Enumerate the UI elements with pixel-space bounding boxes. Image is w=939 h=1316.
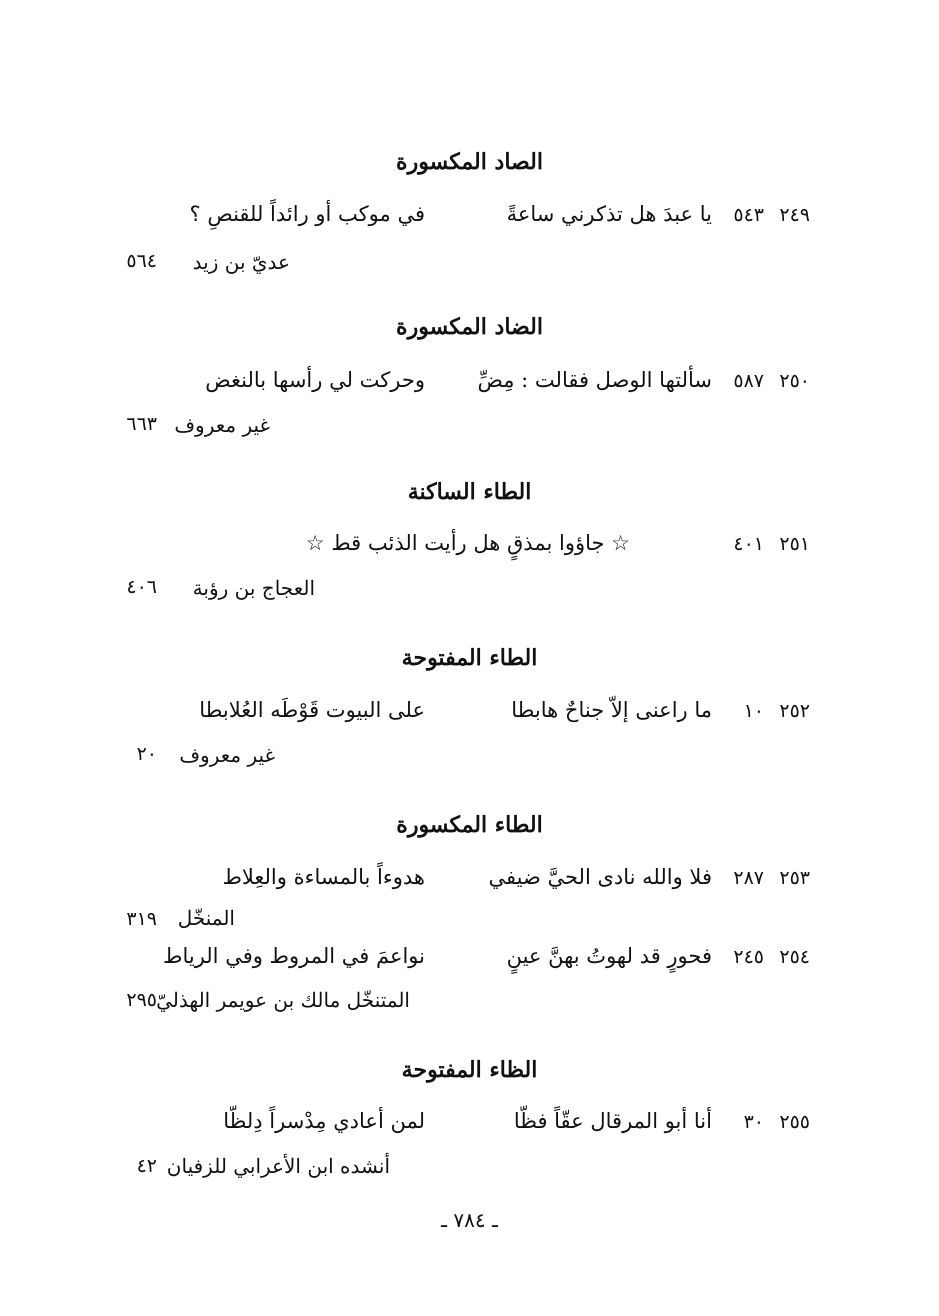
hemistich-second: وحركت لي رأسها بالنغض xyxy=(205,368,425,392)
hemistich-second: في موكب أو رائداً للقنصِ ؟ xyxy=(189,202,425,226)
poet-attribution: المتنخّل مالك بن عويمر الهذليّ xyxy=(156,988,410,1012)
poet-attribution: العجاج بن رؤبة xyxy=(192,576,315,600)
poet-attribution: عديّ بن زيد xyxy=(192,250,290,274)
section-heading: الصاد المكسورة xyxy=(396,149,543,175)
attribution-ref: ٢٠ xyxy=(136,743,157,765)
verse-number: ٢٥١ xyxy=(779,533,810,555)
hemistich-second: على البيوت قَوْطَه العُلابطا xyxy=(199,698,425,722)
attribution-ref: ٢٩٥ xyxy=(126,989,157,1011)
verse-number: ٢٥٢ xyxy=(779,700,810,722)
hemistich-first: أنا أبو المرقال عقّاً فظّا xyxy=(513,1109,712,1133)
verse-number: ٢٥٣ xyxy=(779,867,810,889)
attribution-ref: ٤٢ xyxy=(136,1155,157,1177)
verse-ref: ٥٨٧ xyxy=(733,370,764,392)
poet-attribution: أنشده ابن الأعرابي للزفيان xyxy=(166,1154,390,1178)
section-heading: الطاء الساكنة xyxy=(407,479,532,505)
poet-attribution: المنخّل xyxy=(177,906,235,930)
section-heading: الضاد المكسورة xyxy=(396,314,543,340)
attribution-ref: ٥٦٤ xyxy=(126,250,157,272)
verse-number: ٢٥٥ xyxy=(779,1111,810,1133)
verse-ref: ٢٤٥ xyxy=(733,946,764,968)
attribution-ref: ٣١٩ xyxy=(126,908,157,930)
hemistich-second: نواعمَ في المروط وفي الرياط xyxy=(163,944,425,968)
hemistich-first: سألتها الوصل فقالت : مِضِّ xyxy=(477,368,712,392)
section-heading: الظاء المفتوحة xyxy=(401,1057,538,1083)
verse-number: ٢٥٠ xyxy=(779,370,810,392)
hemistich-first: فحورٍ قد لهوتُ بهنَّ عينٍ xyxy=(506,944,712,968)
poet-attribution: غير معروف xyxy=(179,743,275,767)
verse-ref: ١٠ xyxy=(743,700,764,722)
verse-ref: ٥٤٣ xyxy=(733,204,764,226)
section-heading: الطاء المفتوحة xyxy=(401,645,538,671)
hemistich-first: ما راعنى إلاّ جناحٌ هابطا xyxy=(511,698,712,722)
verse-number: ٢٤٩ xyxy=(779,204,810,226)
hemistich-first: يا عبدَ هل تذكرني ساعةً xyxy=(506,202,712,226)
hemistich-second: هدوءاً بالمساءة والعِلاط xyxy=(222,865,425,889)
page-number: ـ ٧٨٤ ـ xyxy=(441,1208,498,1232)
verse-number: ٢٥٤ xyxy=(779,946,810,968)
verse-ref: ٤٠١ xyxy=(733,533,764,555)
attribution-ref: ٤٠٦ xyxy=(126,576,157,598)
section-heading: الطاء المكسورة xyxy=(396,812,543,838)
verse-ref: ٣٠ xyxy=(743,1111,764,1133)
verse-ref: ٢٨٧ xyxy=(733,867,764,889)
verse-line: ☆ جاؤوا بمذقٍ هل رأيت الذئب قط ☆ xyxy=(305,531,630,555)
hemistich-first: فلا والله نادى الحيَّ ضيفي xyxy=(488,865,712,889)
hemistich-second: لمن أعادي مِدْسراً دِلظّا xyxy=(223,1109,425,1133)
poet-attribution: غير معروف xyxy=(174,413,270,437)
attribution-ref: ٦٦٣ xyxy=(126,413,157,435)
